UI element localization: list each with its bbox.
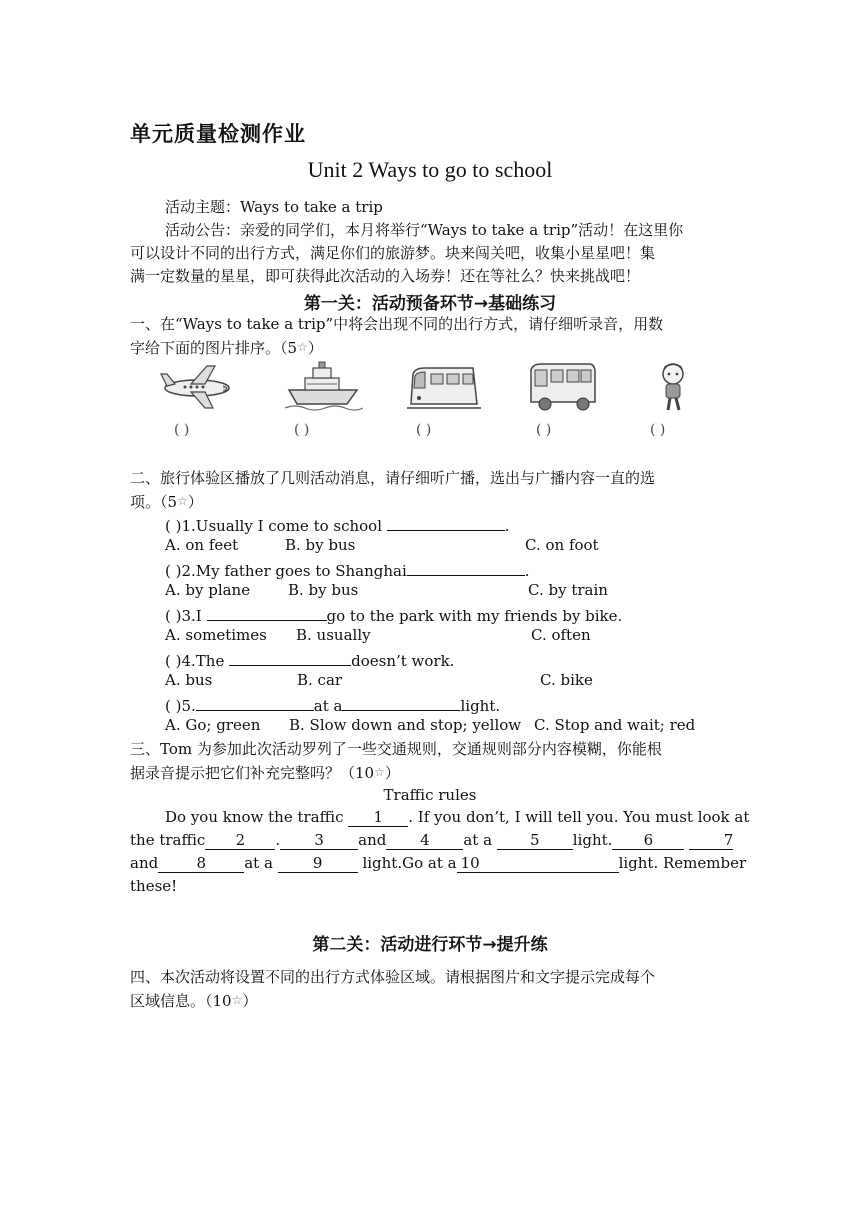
traffic-rules-line-4: these! bbox=[130, 877, 178, 895]
level-1-title: 第一关：活动预备环节→基础练习 bbox=[303, 294, 557, 314]
q4-instruction-line-1: 四、本次活动将设置不同的出行方式体验区域。请根据图片和文字提示完成每个 bbox=[130, 968, 656, 986]
notice-line-2: 可以设计不同的出行方式，满足你们的旅游梦。块来闯关吧，收集小星星吧！集 bbox=[130, 244, 656, 262]
q2-item-3-option-a[interactable]: A. sometimes bbox=[165, 626, 267, 644]
answer-blank[interactable] bbox=[342, 693, 460, 711]
answer-blank[interactable] bbox=[407, 558, 525, 576]
notice-line-1: 活动公告：亲爱的同学们，本月将举行“Ways to take a trip”活动！在这里你 bbox=[165, 221, 684, 239]
q2-item-2: ( )2.My father goes to Shanghai . bbox=[165, 558, 530, 582]
traffic-rules-line-2: the traffic 2 . 3 and 4 at a 5 light. 6 7 bbox=[130, 831, 734, 849]
q2-item-4-option-c[interactable]: C. bike bbox=[540, 671, 593, 689]
level-2-title: 第二关：活动进行环节→提升练 bbox=[312, 935, 548, 955]
airplane-icon bbox=[155, 360, 235, 415]
answer-paren[interactable]: ( ) bbox=[650, 422, 666, 438]
star-icon: ☆ bbox=[297, 340, 308, 354]
answer-blank[interactable]: 2 bbox=[205, 832, 275, 850]
answer-blank[interactable]: 1 bbox=[348, 809, 408, 827]
answer-paren[interactable]: ( ) bbox=[165, 517, 182, 535]
bus-icon bbox=[523, 360, 603, 415]
q2-instruction-line-1: 二、旅行体验区播放了几则活动消息，请仔细听广播，选出与广播内容一直的选 bbox=[130, 469, 656, 487]
q2-item-2-option-b[interactable]: B. by bus bbox=[288, 581, 359, 599]
q2-item-1: ( )1.Usually I come to school . bbox=[165, 513, 510, 537]
traffic-rules-line-1: Do you know the traffic 1 . If you don’t, I will tell you. You must look at bbox=[165, 808, 750, 826]
answer-blank[interactable]: 5 bbox=[497, 832, 573, 850]
traffic-rules-line-3: and 8 at a 9 light.Go at a 10 light. Remember bbox=[130, 854, 747, 872]
q2-item-1-option-b[interactable]: B. by bus bbox=[285, 536, 356, 554]
answer-paren[interactable]: ( ) bbox=[165, 652, 182, 670]
q2-item-3-option-c[interactable]: C. often bbox=[531, 626, 591, 644]
picture-item bbox=[398, 360, 488, 445]
answer-paren[interactable]: ( ) bbox=[165, 607, 182, 625]
q1-instruction-line-2: 字给下面的图片排序。（5☆） bbox=[130, 339, 323, 357]
q2-item-1-option-c[interactable]: C. on foot bbox=[525, 536, 599, 554]
q2-item-5-option-c[interactable]: C. Stop and wait; red bbox=[534, 716, 696, 734]
train-icon bbox=[403, 360, 483, 415]
answer-paren[interactable]: ( ) bbox=[294, 422, 310, 438]
picture-item bbox=[150, 360, 240, 445]
q2-item-1-option-a[interactable]: A. on feet bbox=[165, 536, 239, 554]
answer-blank[interactable] bbox=[207, 603, 327, 621]
activity-theme: 活动主题：Ways to take a trip bbox=[165, 198, 383, 216]
answer-blank[interactable]: 6 bbox=[612, 832, 684, 850]
q1-picture-row bbox=[150, 360, 710, 445]
q2-instruction-line-2: 项。（5☆） bbox=[130, 493, 203, 511]
q3-instruction-line-2: 据录音提示把它们补充完整吗？（10☆） bbox=[130, 764, 400, 782]
q2-item-4-option-b[interactable]: B. car bbox=[297, 671, 343, 689]
ship-icon bbox=[283, 360, 363, 415]
q2-item-3: ( )3.I go to the park with my friends by bike. bbox=[165, 603, 622, 627]
notice-line-3: 满一定数量的星星，即可获得此次活动的入场券！还在等社么？快来挑战吧！ bbox=[130, 267, 641, 285]
answer-blank[interactable]: 4 bbox=[386, 832, 463, 850]
answer-blank[interactable] bbox=[196, 693, 314, 711]
answer-blank[interactable] bbox=[229, 648, 351, 666]
q4-instruction-line-2: 区域信息。（10☆） bbox=[130, 992, 258, 1010]
q3-instruction-line-1: 三、Tom 为参加此次活动罗列了一些交通规则，交通规则部分内容模糊，你能根 bbox=[130, 740, 662, 758]
answer-paren[interactable]: ( ) bbox=[416, 422, 432, 438]
picture-item bbox=[630, 360, 720, 445]
q2-item-5-option-a[interactable]: A. Go; green bbox=[165, 716, 261, 734]
answer-blank[interactable]: 9 bbox=[278, 855, 358, 873]
unit-title: Unit 2 Ways to go to school bbox=[307, 157, 553, 182]
q2-item-5-option-b[interactable]: B. Slow down and stop; yellow bbox=[289, 716, 522, 734]
answer-paren[interactable]: ( ) bbox=[165, 697, 182, 715]
boy-walking-icon bbox=[635, 360, 715, 415]
doc-title: 单元质量检测作业 bbox=[130, 122, 306, 146]
answer-blank[interactable]: 3 bbox=[280, 832, 358, 850]
q2-item-5: ( )5. at a light. bbox=[165, 693, 500, 717]
q2-item-4: ( )4.The doesn’t work. bbox=[165, 648, 454, 672]
answer-paren[interactable]: ( ) bbox=[536, 422, 552, 438]
picture-item bbox=[518, 360, 608, 445]
q2-item-2-option-a[interactable]: A. by plane bbox=[165, 581, 251, 599]
q2-item-4-option-a[interactable]: A. bus bbox=[165, 671, 213, 689]
star-icon: ☆ bbox=[177, 494, 188, 508]
answer-blank[interactable]: 8 bbox=[158, 855, 244, 873]
answer-paren[interactable]: ( ) bbox=[174, 422, 190, 438]
q2-item-3-option-b[interactable]: B. usually bbox=[296, 626, 371, 644]
answer-paren[interactable]: ( ) bbox=[165, 562, 182, 580]
star-icon: ☆ bbox=[231, 993, 243, 1007]
traffic-rules-title: Traffic rules bbox=[383, 786, 477, 804]
picture-item bbox=[278, 360, 368, 445]
q1-instruction-line-1: 一、在“Ways to take a trip”中将会出现不同的出行方式，请仔细听录音，用数 bbox=[130, 315, 664, 333]
star-icon: ☆ bbox=[374, 765, 385, 779]
answer-blank[interactable]: 10 bbox=[457, 855, 619, 873]
q2-item-2-option-c[interactable]: C. by train bbox=[528, 581, 608, 599]
answer-blank[interactable] bbox=[387, 513, 505, 531]
answer-blank[interactable]: 7 bbox=[689, 832, 733, 850]
